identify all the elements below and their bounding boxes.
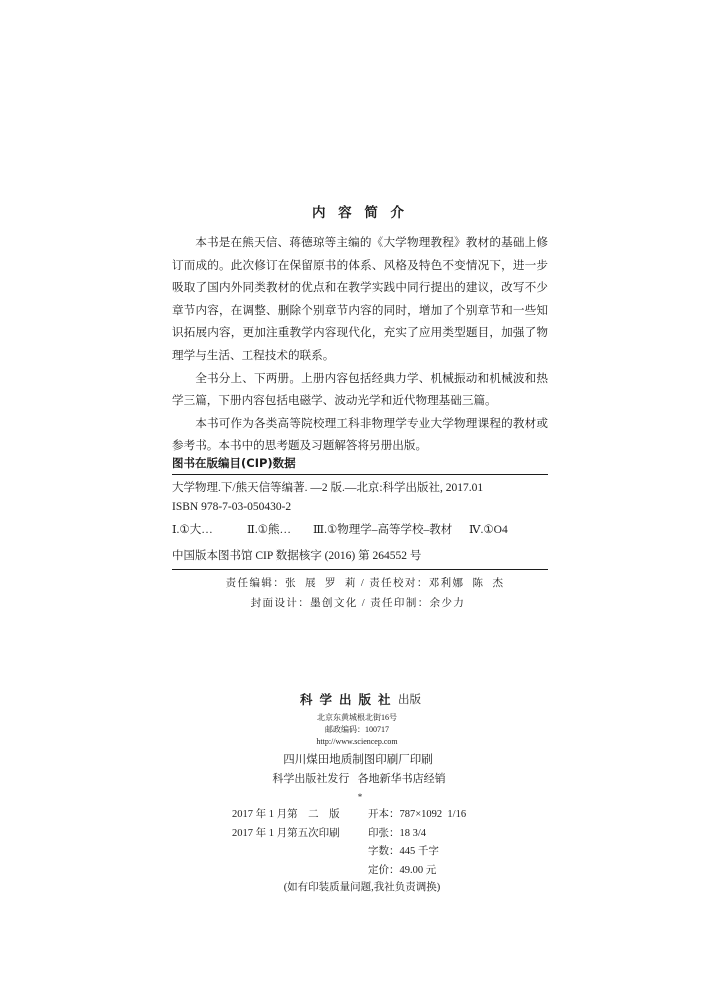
synopsis-line: 订而成的。此次修订在保留原书的体系、风格及特色不变情况下，进一步 <box>172 258 548 272</box>
publisher-address: 北京东黄城根北街16号 <box>317 713 397 722</box>
cip-class-item: Ⅰ.①大… <box>172 524 213 536</box>
cip-isbn: ISBN 978-7-03-050430-2 <box>172 501 292 513</box>
quality-notice: (如有印装质量问题,我社负责调换) <box>283 882 441 893</box>
cip-bottom-rule <box>172 569 548 570</box>
synopsis-body <box>172 232 548 458</box>
synopsis-line: 识拓展内容，更加注重教学内容现代化，充实了应用类型题目，加强了物 <box>172 326 548 340</box>
publisher-postcode: 邮政编码：100717 <box>325 725 389 734</box>
printer-line: 四川煤田地质制图印刷厂印刷 <box>283 754 433 766</box>
publisher-url: http://www.sciencep.com <box>316 737 398 746</box>
synopsis-line: 吸取了国内外同类教材的优点和在教学实践中同行提出的建议，改写不少 <box>172 281 548 295</box>
cip-heading: 图书在版编目(CIP)数据 <box>172 456 296 470</box>
cip-record-number: 中国版本图书馆 CIP 数据核字 (2016) 第 264552 号 <box>172 550 422 562</box>
cip-class-item: Ⅲ.①物理学–高等学校–教材 <box>313 524 453 536</box>
sheets-line: 印张：18 3/4 <box>368 828 427 839</box>
format-line: 开本：787×1092 1/16 <box>368 809 467 820</box>
cip-class-item: Ⅳ.①O4 <box>469 524 508 536</box>
synopsis-line: 章节内容，在调整、删除个别章节内容的同时，增加了个别章节和一些知 <box>172 303 548 317</box>
cip-top-rule <box>172 474 548 475</box>
cip-entry: 大学物理.下/熊天信等编著. —2 版.—北京:科学出版社, 2017.01 <box>172 482 484 494</box>
credits-editing: 责任编辑：张 展 罗 莉 / 责任校对：邓利娜 陈 杰 <box>225 578 505 589</box>
cip-classification <box>172 522 548 538</box>
word-count-line: 字数：445 千字 <box>368 846 439 857</box>
synopsis-title: 内 容 简 介 <box>311 205 409 221</box>
synopsis-line: 理学与生活、工程技术的联系。 <box>172 348 335 362</box>
printing-line: 2017 年 1 月第五次印刷 <box>232 828 340 839</box>
publisher-logo-text: 科学出版社 <box>300 692 398 707</box>
synopsis-line: 全书分上、下两册。上册内容包括经典力学、机械振动和机械波和热 <box>195 371 548 385</box>
credits-design: 封面设计：墨创文化 / 责任印制：余少力 <box>250 598 466 609</box>
synopsis-line: 学三篇，下册内容包括电磁学、波动光学和近代物理基础三篇。 <box>172 394 497 408</box>
publisher-suffix: 出版 <box>398 694 421 706</box>
cip-class-item: Ⅱ.①熊… <box>247 524 292 536</box>
synopsis-line: 本书是在熊天信、蒋德琼等主编的《大学物理教程》教材的基础上修 <box>195 236 548 249</box>
price-line: 定价：49.00 元 <box>368 865 437 876</box>
distribution-line: 科学出版社发行 各地新华书店经销 <box>272 773 446 785</box>
separator-asterisk: * <box>357 792 363 802</box>
synopsis-line: 本书可作为各类高等院校理工科非物理学专业大学物理课程的教材或 <box>195 416 548 430</box>
edition-line: 2017 年 1 月第 二 版 <box>232 809 340 820</box>
synopsis-line: 参考书。本书中的思考题及习题解答将另册出版。 <box>172 439 428 453</box>
